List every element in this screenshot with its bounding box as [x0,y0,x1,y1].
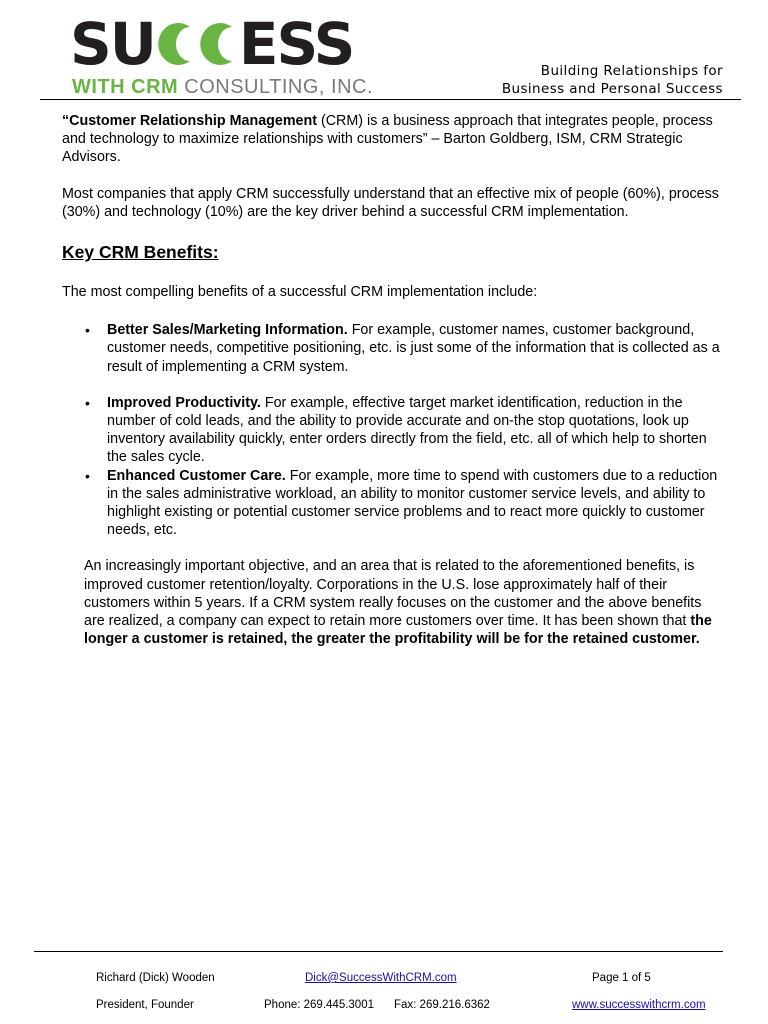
benefits-list [62,321,724,539]
footer-phone: Phone: 269.445.3001 [264,999,374,1011]
logo-text-left: SU [70,10,155,78]
tagline-line-1: Building Relationships for [540,63,723,79]
company-logo [70,10,374,100]
header-tagline [502,62,723,98]
retention-text: An increasingly important objective, and an area that is related to the aforementioned benefits, is improved customer retention/loyalty. Corporations in the U.S. lose approximately half of their customers within 5 years. If a CRM system really focuses on the customer and the above benefits are realized, a company can expect to retain more customers over time. It has been shown that [84,558,702,630]
logo-sub-green: WITH CRM [72,76,179,98]
benefit-title: Improved Productivity. [107,394,261,411]
tagline-line-2: Business and Personal Success [501,81,723,97]
footer-page-number: Page 1 of 5 [592,972,651,984]
benefit-text: For example, more time to spend with customers due to a reduction in the sales administrative workload, an ability to monitor customer service levels, and ability to highlight existing or potential customer service problems and to react more quickly to customer needs, etc. [107,467,718,539]
benefit-text: For example, effective target market identification, reduction in the number of cold leads, and the ability to provide accurate and on-the stop quotations, look up inventory availability quickly, enter orders directly from the field, etc. all of which help to shorten the sales cycle. [107,394,707,466]
logo-text-right: ESS [238,10,354,78]
footer-name: Richard (Dick) Wooden [96,972,215,984]
document-body [62,112,724,648]
retention-emphasis: the longer a customer is retained, the greater the profitability will be for the retained customer. [84,613,712,648]
crm-definition-paragraph [62,112,724,167]
list-item [107,321,724,376]
footer-website-link[interactable]: www.successwithcrm.com [572,999,706,1011]
logo-sub-gray: CONSULTING, INC. [184,76,374,98]
footer-email-link[interactable]: Dick@SuccessWithCRM.com [305,972,457,984]
crm-definition-text: (CRM) is a business approach that integrates people, process and technology to maximize relationships with customers” – Barton Goldberg, ISM, CRM Strategic Advisors. [62,113,713,166]
list-item [107,394,724,467]
benefit-text: For example, customer names, customer background, customer needs, competitive positioning, etc. is just some of the information that is collected as a result of implementing a CRM system. [107,322,720,375]
footer-fax: Fax: 269.216.6362 [394,999,490,1011]
footer-title: President, Founder [96,999,194,1011]
logo-wordmark [70,10,354,78]
header-divider [40,99,741,100]
logo-green-c-icon [156,19,196,69]
benefits-intro: The most compelling benefits of a successful CRM implementation include: [62,284,538,301]
crm-definition-term: “Customer Relationship Management [62,113,317,129]
logo-green-c-icon [198,19,238,69]
list-item [107,467,724,540]
footer-divider [34,951,723,952]
benefit-title: Enhanced Customer Care. [107,467,286,484]
retention-paragraph [84,557,724,648]
benefit-title: Better Sales/Marketing Information. [107,322,348,339]
crm-mix-paragraph: Most companies that apply CRM successfully understand that an effective mix of people (60%), process (30%) and technology (10%) are the key driver behind a successful CRM implementation. [62,185,719,220]
logo-subtitle [72,76,373,98]
section-heading: Key CRM Benefits: [62,242,219,263]
